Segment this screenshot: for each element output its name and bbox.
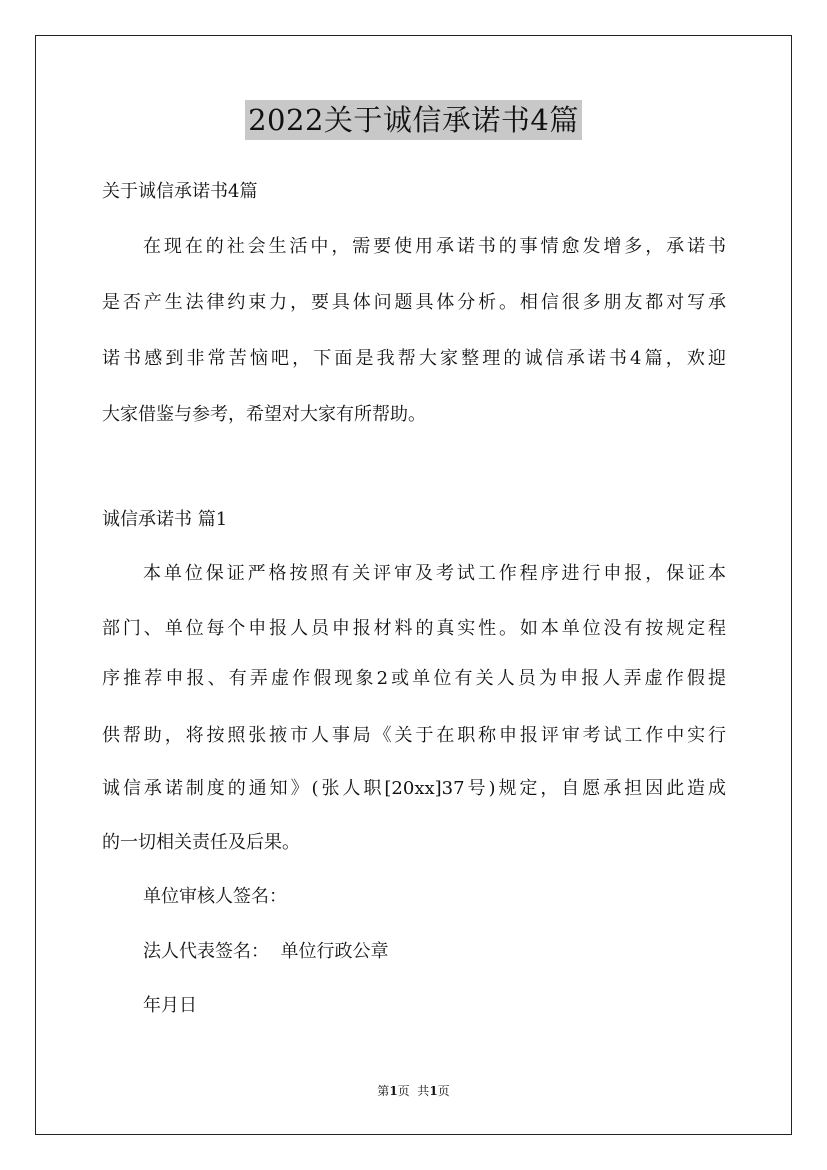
- intro-line-2: 是否产生法律约束力，要具体问题具体分析。相信很多朋友都对写承: [102, 292, 726, 313]
- page-mid: 页 共: [397, 1084, 430, 1098]
- document-title-wrap: [0, 100, 827, 140]
- legal-rep-signature: 法人代表签名： 单位行政公章: [143, 941, 389, 962]
- intro-line-1: 在现在的社会生活中，需要使用承诺书的事情愈发增多，承诺书: [143, 236, 726, 257]
- section1-line-2: 部门、单位每个申报人员申报材料的真实性。如本单位没有按规定程: [102, 618, 726, 639]
- page-total: 1: [429, 1084, 438, 1098]
- section1-line-3: 序推荐申报、有弄虚作假现象2或单位有关人员为申报人弄虚作假提: [102, 668, 726, 689]
- section1-line-4: 供帮助，将按照张掖市人事局《关于在职称申报评审考试工作中实行: [102, 725, 726, 746]
- intro-line-4: 大家借鉴与参考，希望对大家有所帮助。: [102, 404, 426, 425]
- page-suffix: 页: [437, 1084, 450, 1098]
- page-prefix: 第: [377, 1084, 390, 1098]
- document-title: 2022关于诚信承诺书4篇: [245, 100, 582, 140]
- reviewer-signature: 单位审核人签名：: [143, 886, 287, 907]
- date-line: 年月日: [143, 995, 197, 1016]
- section1-line-5: 诚信承诺制度的通知》(张人职[20xx]37号)规定，自愿承担因此造成: [102, 778, 726, 799]
- page-footer: [0, 1083, 827, 1099]
- section1-line-1: 本单位保证严格按照有关评审及考试工作程序进行申报，保证本: [143, 563, 726, 584]
- page-number: 1: [389, 1084, 398, 1098]
- section1-line-6: 的一切相关责任及后果。: [102, 832, 300, 853]
- intro-line-3: 诺书感到非常苦恼吧，下面是我帮大家整理的诚信承诺书4篇，欢迎: [102, 348, 726, 369]
- intro-heading: 关于诚信承诺书4篇: [102, 181, 258, 202]
- section1-heading: 诚信承诺书 篇1: [102, 509, 228, 530]
